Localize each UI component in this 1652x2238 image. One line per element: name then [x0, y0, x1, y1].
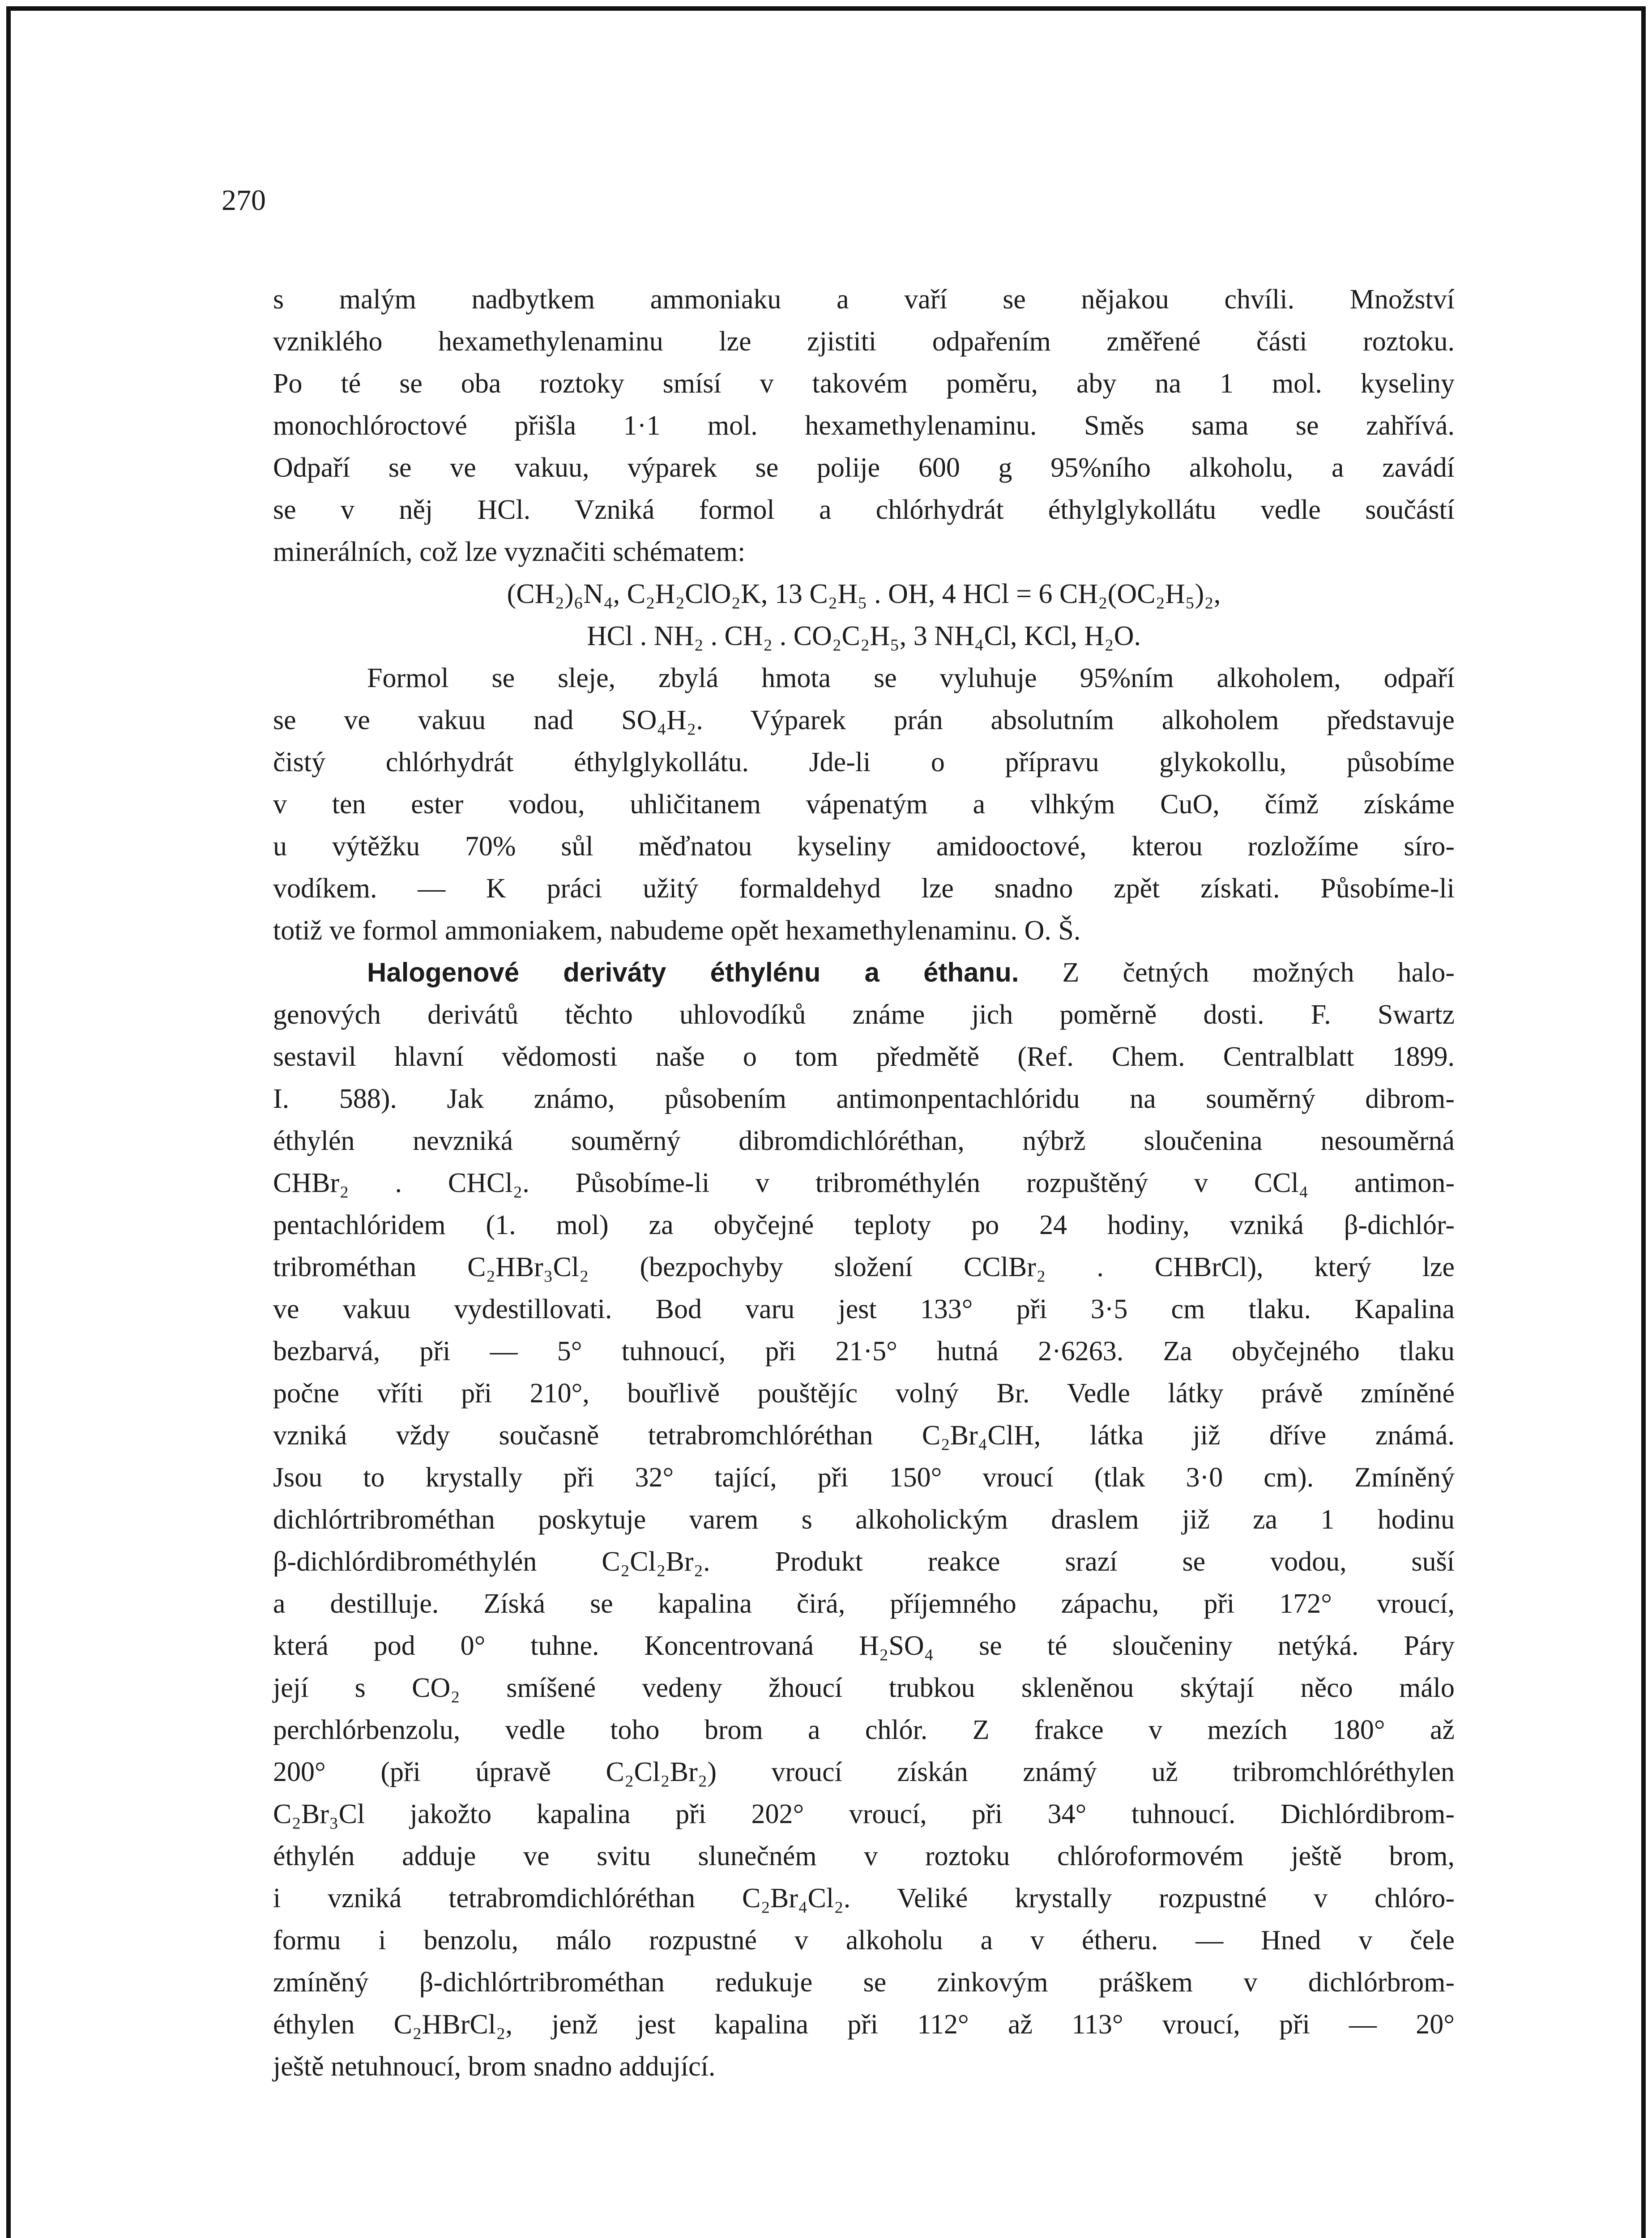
text-line: totiž ve formol ammoniakem, nabudeme opět hexamethylenaminu. O. Š.	[273, 915, 1081, 946]
text-line: v ten ester vodou, uhličitanem vápenatým a vlhkým CuO, čímž získáme	[273, 789, 1455, 820]
text-line: éthylén adduje ve svitu slunečném v roztoku chlóroformovém ještě brom,	[273, 1841, 1455, 1871]
text-line: a destilluje. Získá se kapalina čirá, příjemného zápachu, při 172° vroucí,	[273, 1589, 1455, 1619]
text-line: minerálních, což lze vyznačiti schématem:	[273, 537, 746, 567]
text-line: zmíněný β-dichlórtribrométhan redukuje se zinkovým práškem v dichlórbrom-	[273, 1967, 1455, 1998]
text-line: Po té se oba roztoky smísí v takovém poměru, aby na 1 mol. kyseliny	[273, 368, 1455, 399]
text-line: která pod 0° tuhne. Koncentrovaná H₂SO₄ se té sloučeniny netýká. Páry	[273, 1631, 1455, 1661]
text-line: dichlórtribrométhan poskytuje varem s alkoholickým draslem již za 1 hodinu	[273, 1504, 1455, 1535]
text-line: éthylén nevzniká souměrný dibromdichlóréthan, nýbrž sloučenina nesouměrná	[273, 1126, 1455, 1156]
text-line: se v něj HCl. Vzniká formol a chlórhydrát éthylglykollátu vedle součástí	[273, 495, 1455, 525]
text-line: perchlórbenzolu, vedle toho brom a chlór. Z frakce v mezích 180° až	[273, 1715, 1455, 1745]
text-line: pentachlóridem (1. mol) za obyčejné teploty po 24 hodiny, vzniká β-dichlór-	[273, 1210, 1455, 1240]
text-line: monochlóroctové přišla 1·1 mol. hexamethylenaminu. Směs sama se zahřívá.	[273, 410, 1455, 441]
text-line: CHBr₂ . CHCl₂. Působíme-li v tribrométhylén rozpuštěný v CCl₄ antimon-	[273, 1168, 1455, 1198]
text-line: vodíkem. — K práci užitý formaldehyd lze snadno zpět získati. Působíme-li	[273, 873, 1455, 904]
text-line: vzniklého hexamethylenaminu lze zjistiti odpařením změřené části roztoku.	[273, 326, 1455, 357]
text-line: vzniká vždy současně tetrabromchlóréthan C₂Br₄ClH, látka již dříve známá.	[273, 1420, 1455, 1451]
text-line: I. 588). Jak známo, působením antimonpentachlóridu na souměrný dibrom-	[273, 1084, 1455, 1114]
text-line: ještě netuhnoucí, brom snadno addující.	[273, 2051, 716, 2082]
section-heading: Halogenové deriváty éthylénu a éthanu.	[367, 957, 1019, 987]
text-line: sestavil hlavní vědomosti naše o tom předmětě (Ref. Chem. Centralblatt 1899.	[273, 1042, 1455, 1072]
text-line: i vzniká tetrabromdichlóréthan C₂Br₄Cl₂. Veliké krystally rozpustné v chlóro-	[273, 1883, 1455, 1913]
text-line: Jsou to krystally při 32° tající, při 150° vroucí (tlak 3·0 cm). Zmíněný	[273, 1462, 1455, 1493]
page-body	[273, 278, 1455, 2088]
text-line: genových derivátů těchto uhlovodíků známe jich poměrně dosti. F. Swartz	[273, 999, 1455, 1030]
text-line: éthylen C₂HBrCl₂, jenž jest kapalina při 112° až 113° vroucí, při — 20°	[273, 2009, 1455, 2040]
formula-line: (CH₂)₆N₄, C₂H₂ClO₂K, 13 C₂H₅ . OH, 4 HCl = 6 CH₂(OC₂H₅)₂,	[507, 579, 1221, 609]
text-line: formu i benzolu, málo rozpustné v alkoholu a v étheru. — Hned v čele	[273, 1925, 1455, 1956]
text-line: Formol se sleje, zbylá hmota se vyluhuje 95%ním alkoholem, odpaří	[367, 663, 1455, 693]
text-line: ve vakuu vydestillovati. Bod varu jest 133° při 3·5 cm tlaku. Kapalina	[273, 1294, 1455, 1324]
text-line: její s CO₂ smíšené vedeny žhoucí trubkou skleněnou skýtají něco málo	[273, 1673, 1455, 1703]
text-line: tribrométhan C₂HBr₃Cl₂ (bezpochyby složení CClBr₂ . CHBrCl), který lze	[273, 1252, 1455, 1282]
text-line: čistý chlórhydrát éthylglykollátu. Jde-li o přípravu glykokollu, působíme	[273, 747, 1455, 777]
text-line: se ve vakuu nad SO₄H₂. Výparek prán absolutním alkoholem představuje	[273, 705, 1455, 735]
text-line: počne vříti při 210°, bouřlivě pouštějíc volný Br. Vedle látky právě zmíněné	[273, 1378, 1455, 1409]
text-line: C₂Br₃Cl jakožto kapalina při 202° vroucí, při 34° tuhnoucí. Dichlórdibrom-	[273, 1799, 1455, 1829]
text-line: u výtěžku 70% sůl měďnatou kyseliny amidooctové, kterou rozložíme síro-	[273, 831, 1455, 862]
text-line: s malým nadbytkem ammoniaku a vaří se nějakou chvíli. Množství	[273, 284, 1455, 315]
text-line: Halogenové deriváty éthylénu a éthanu. Z četných možných halo-	[367, 957, 1455, 988]
formula-line: HCl . NH₂ . CH₂ . CO₂C₂H₅, 3 NH₄Cl, KCl, H₂O.	[586, 621, 1141, 651]
text-line: bezbarvá, při — 5° tuhnoucí, při 21·5° hutná 2·6263. Za obyčejného tlaku	[273, 1336, 1455, 1367]
text-line: 200° (při úpravě C₂Cl₂Br₂) vroucí získán známý už tribromchlóréthylen	[273, 1757, 1455, 1787]
text-line: β-dichlórdibrométhylén C₂Cl₂Br₂. Produkt reakce srazí se vodou, suší	[273, 1546, 1455, 1577]
page-number: 270	[222, 184, 266, 217]
text-line: Odpaří se ve vakuu, výparek se polije 600 g 95%ního alkoholu, a zavádí	[273, 453, 1455, 483]
